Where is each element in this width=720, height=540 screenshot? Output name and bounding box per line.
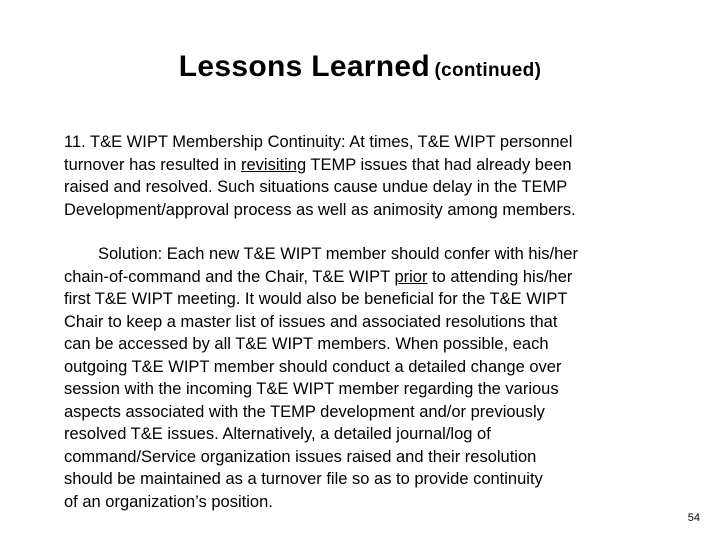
underlined-word-revisiting: revisiting (241, 155, 307, 174)
solution-line-2-b: to attending his/her (427, 267, 573, 286)
lesson-line-2 (64, 154, 576, 177)
lesson-line-2-b: TEMP issues that had already been (306, 155, 572, 174)
page-number: 54 (687, 512, 700, 524)
solution-line-4: Chair to keep a master list of issues and associated resolutions that (64, 312, 558, 331)
solution-line-7: session with the incoming T&E WIPT member regarding the various (64, 380, 559, 398)
solution-label: Solution (98, 245, 158, 263)
solution-line-1 (64, 243, 578, 266)
solution-line-1-rest: : Each new T&E WIPT member should confer with his/her (157, 245, 578, 263)
lesson-line-4: Development/approval process as well as animosity among members. (64, 200, 576, 219)
solution-line-2 (64, 266, 578, 289)
lesson-heading-colon: : (340, 133, 346, 151)
solution-line-5: can be accessed by all T&E WIPT members. When possible, each (64, 335, 549, 353)
slide-title-main: Lessons Learned (178, 50, 431, 83)
lesson-line-1 (64, 131, 576, 154)
slide-title (0, 50, 720, 84)
solution-line-6: outgoing T&E WIPT member should conduct a detailed change over (64, 357, 562, 376)
solution-line-2-a: chain-of-command and the Chair, T&E WIPT (64, 267, 395, 286)
lesson-line-3: raised and resolved. Such situations cause undue delay in the TEMP (64, 178, 568, 196)
slide-title-sub: (continued) (434, 60, 542, 81)
lesson-line-1-rest: At times, T&E WIPT personnel (345, 133, 573, 151)
solution-line-10: command/Service organization issues raised and their resolution (64, 447, 537, 466)
solution-paragraph (64, 243, 578, 513)
solution-line-9: resolved T&E issues. Alternatively, a detailed journal/log of (64, 425, 491, 443)
solution-line-8: aspects associated with the TEMP development and/or previously (64, 402, 545, 421)
underlined-word-prior: prior (394, 267, 428, 286)
solution-line-12: of an organization’s position. (64, 492, 273, 511)
lesson-item-11 (64, 131, 576, 221)
lesson-line-2-a: turnover has resulted in (64, 155, 242, 174)
lesson-heading: 11. T&E WIPT Membership Continuity (64, 133, 341, 151)
solution-line-11: should be maintained as a turnover file so as to provide continuity (64, 470, 543, 488)
solution-line-3: first T&E WIPT meeting. It would also be beneficial for the T&E WIPT (64, 290, 568, 308)
